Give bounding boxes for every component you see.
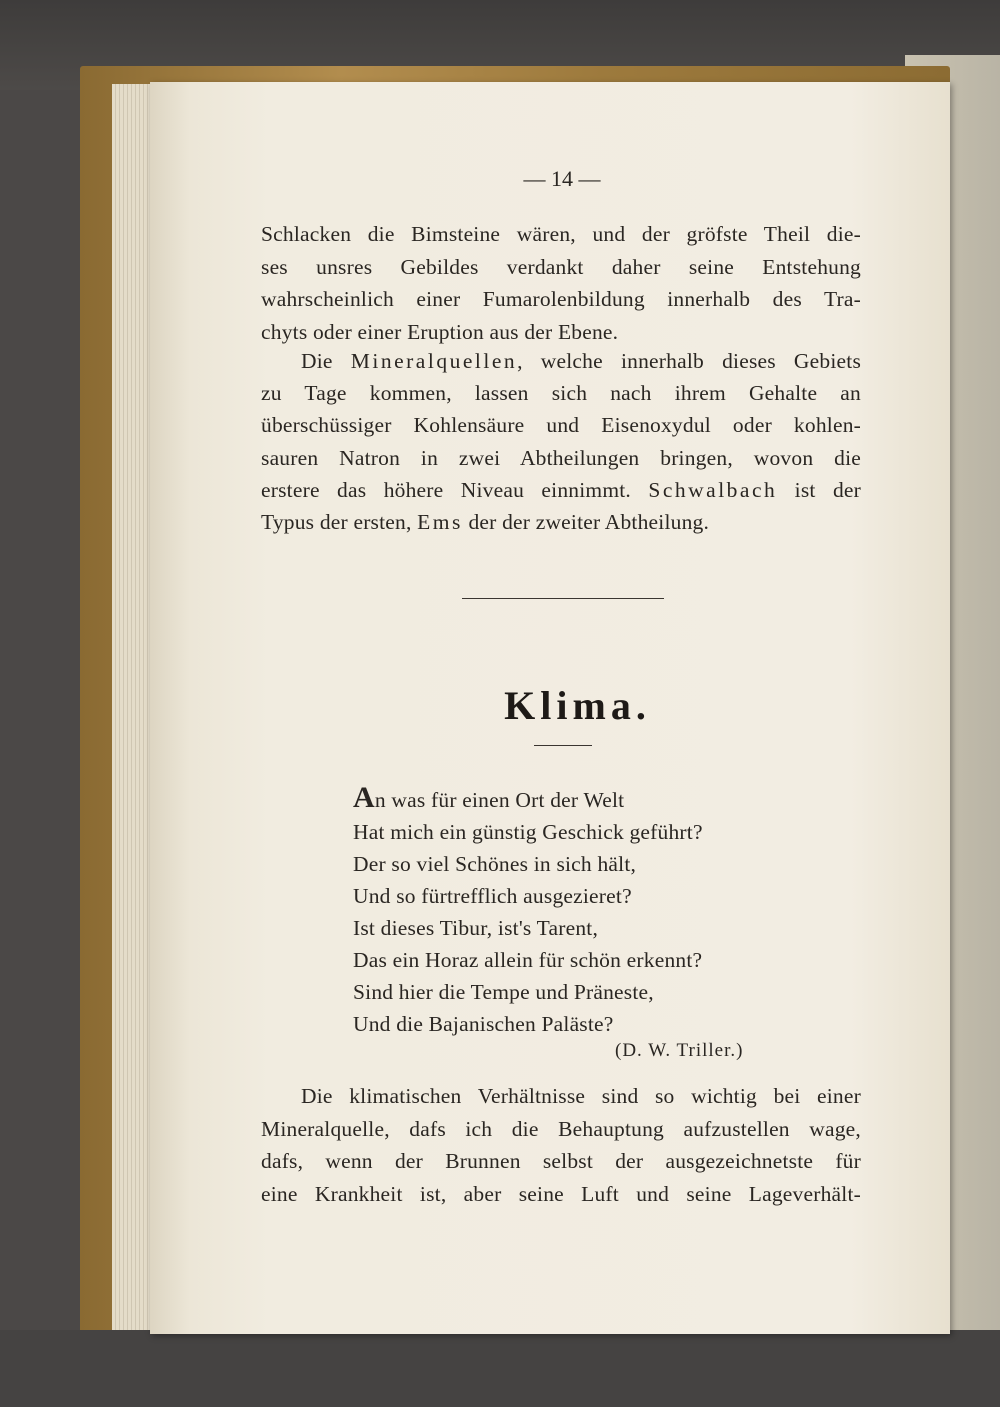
paragraph-1-line: Schlacken die Bimsteine wären, und der gröfste Theil die- (261, 222, 861, 246)
paragraph-2-line: erstere das höhere Niveau einnimmt. Schwalbach ist der (261, 477, 861, 502)
poem-attribution: (D. W. Triller.) (615, 1040, 744, 1061)
poem-line: Und die Bajanischen Paläste? (353, 1012, 614, 1036)
paragraph-3-line: Die klimatischen Verhältnisse sind so wichtig bei einer (301, 1084, 861, 1108)
spaced-term-mineralquellen: Mineralquellen (350, 349, 518, 373)
background-bottom (0, 1330, 1000, 1407)
poem-line: Sind hier die Tempe und Präneste, (353, 980, 654, 1004)
paragraph-2-line: überschüssiger Kohlensäure und Eisenoxydul oder kohlen- (261, 413, 861, 438)
paragraph-2-line: zu Tage kommen, lassen sich nach ihrem Gehalte an (261, 381, 861, 406)
poem-initial: A (353, 781, 375, 814)
spaced-term-schwalbach: Schwalbach (648, 477, 778, 502)
heading-underline (534, 745, 592, 746)
poem-line: Ist dieses Tibur, ist's Tarent, (353, 916, 599, 940)
poem-line: Und so fürtrefflich ausgezieret? (353, 884, 632, 908)
paragraph-3-line: eine Krankheit ist, aber seine Luft und seine Lageverhält- (261, 1181, 861, 1206)
spaced-term-ems: Ems (417, 510, 463, 535)
section-heading: Klima. (504, 683, 651, 728)
poem-line: Hat mich ein günstig Geschick geführt? (353, 820, 703, 844)
paragraph-1 (261, 218, 861, 348)
poem-line: Der so viel Schönes in sich hält, (353, 852, 637, 876)
paragraph-1-line: wahrscheinlich einer Fumarolenbildung innerhalb des Tra- (261, 287, 861, 311)
section-divider (462, 598, 664, 599)
paragraph-1-line: ses unsres Gebildes verdankt daher seine Entstehung (261, 254, 861, 279)
paragraph-3 (261, 1080, 861, 1210)
paragraph-3-line: Mineralquelle, dafs ich die Behauptung aufzustellen wage, (261, 1116, 861, 1141)
poem-line: Das ein Horaz allein für schön erkennt? (353, 948, 703, 972)
page-number: — 14 — (523, 166, 601, 191)
paragraph-2-line: Die Mineralquellen, welche innerhalb dieses Gebiets (301, 349, 862, 373)
paragraph-3-line: dafs, wenn der Brunnen selbst der ausgezeichnetste für (261, 1149, 861, 1173)
paragraph-2 (261, 345, 861, 538)
paragraph-2-line: sauren Natron in zwei Abtheilungen bringen, wovon die (261, 445, 861, 470)
poem-line: An was für einen Ort der Welt (353, 781, 625, 814)
paragraph-2-line: Typus der ersten, Ems der der zweiter Abtheilung. (261, 510, 710, 535)
poem (353, 782, 703, 1040)
paragraph-1-line: chyts oder einer Eruption aus der Ebene. (261, 319, 619, 344)
